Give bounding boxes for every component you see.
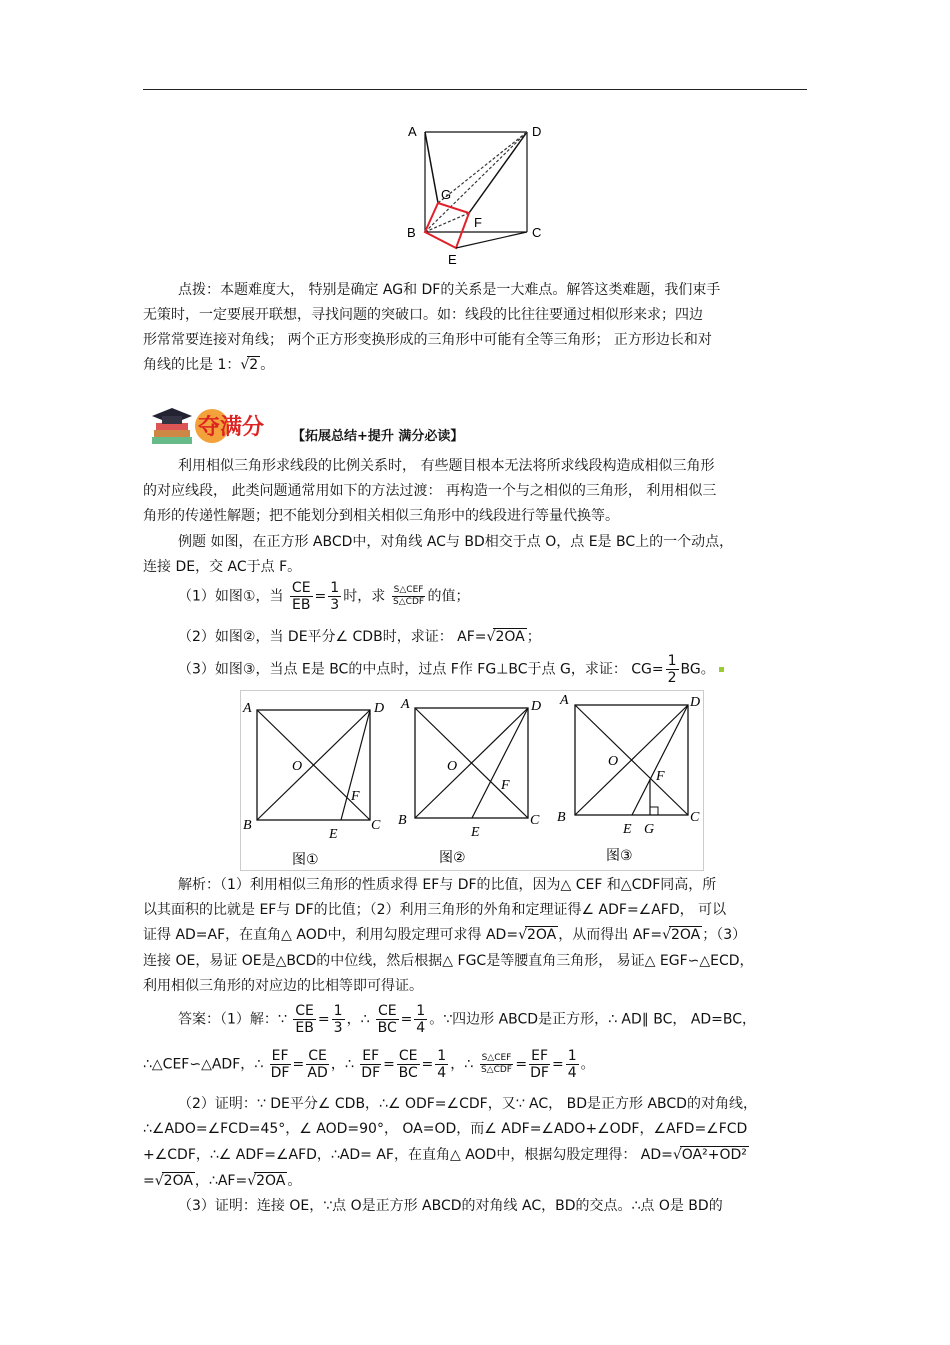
- answer-1-line-2: ∴△CEF∽△ADF，∴ $\frac{EF}{DF}$ = $\frac{CE}{AD}$ ，∴ $\frac{EF}{DF}$ = $\frac{CE}{BC}$ = $\frac{1}{4}$ ，∴ S△CEF S△CDF = $\frac{EF}{DF}$ = $\frac{1}{4}$ 。: [143, 1048, 595, 1081]
- hint-line-4: 角线的比是 1：√2 。: [143, 357, 275, 373]
- fig2-label-A: A: [401, 697, 410, 712]
- label-C: C: [532, 225, 542, 240]
- fig1-caption: 图①: [292, 852, 319, 868]
- answer-2-line-1: （2）证明：∵ DE平分∠ CDB，∴∠ ODF=∠CDF，又∵ AC， BD是正方形 ABCD的对角线，: [178, 1096, 757, 1112]
- analysis-line-3: 证得 AD=AF，在直角△ AOD中，利用勾股定理可求得 AD=√2OA ，从而得出 AF=√2OA ；（3）: [143, 927, 747, 943]
- badge-subtitle: 【拓展总结+提升 满分必读】: [292, 429, 464, 444]
- header-rule: [143, 89, 807, 90]
- three-figures: [240, 690, 710, 875]
- answer-2-line-4: =√2OA ，∴AF=√2OA 。: [143, 1173, 302, 1189]
- example-line-1: 例题 如图，在正方形 ABCD中，对角线 AC与 BD相交于点 O，点 E是 BC上的一个动点，: [178, 534, 734, 550]
- fig2-label-F: F: [501, 778, 510, 793]
- question-3: （3）如图③，当点 E是 BC的中点时，过点 F作 FG⊥BC于点 G，求证： CG= $\frac{1}{2}$ BG。: [178, 653, 724, 686]
- label-E: E: [448, 252, 457, 267]
- label-F: F: [474, 215, 482, 230]
- fig3-label-D: D: [690, 695, 701, 710]
- figure-3: [557, 693, 700, 864]
- analysis-line-4: 连接 OE，易证 OE是△BCD的中位线，然后根据△ FGC是等腰直角三角形， 易证△ EGF∽△ECD，: [143, 953, 754, 969]
- question-1: （1）如图①，当 $\frac{CE}{EB}$ = $\frac{1}{3}$ 时，求 S△CEF S△CDF 的值；: [178, 580, 470, 613]
- fig3-label-F: F: [656, 769, 665, 784]
- fig2-label-C: C: [530, 813, 540, 828]
- fig3-label-O: O: [608, 754, 619, 769]
- answer-2-line-2: ∴∠ADO=∠FCD=45°，∠ AOD=90°， OA=OD，而∠ ADF=∠ADO+∠ODF，∠AFD=∠FCD: [143, 1121, 748, 1137]
- badge-main-text: 夺满分: [198, 415, 265, 440]
- hint-line-1: 点拨：本题难度大， 特别是确定 AG和 DF的关系是一大难点。解答这类难题，我们束手: [178, 282, 721, 298]
- fig1-label-E: E: [329, 827, 338, 842]
- label-G: G: [441, 187, 452, 202]
- fig3-label-G: G: [644, 822, 655, 837]
- section-p2: 的对应线段， 此类问题通常用如下的方法过渡： 再构造一个与之相似的三角形， 利用相似三: [143, 483, 717, 499]
- figure-1: [242, 701, 384, 868]
- analysis-line-1: 解析：（1）利用相似三角形的性质求得 EF与 DF的比值，因为△ CEF 和△CDF同高，所: [178, 877, 717, 893]
- fig2-label-O: O: [447, 759, 458, 774]
- label-D: D: [532, 124, 542, 139]
- label-B: B: [407, 225, 416, 240]
- hint-line-2: 无策时，一定要展开联想，寻找问题的突破口。如：线段的比往往要通过相似形来求；四边: [143, 307, 703, 323]
- top-geometry-figure: [400, 120, 550, 270]
- fig1-label-F: F: [351, 789, 360, 804]
- fig2-label-D: D: [531, 699, 542, 714]
- question-2: （2）如图②，当 DE平分∠ CDB时，求证： AF=√2OA ；: [178, 629, 541, 645]
- figure-2: [398, 697, 541, 866]
- fig1-label-B: B: [243, 818, 252, 833]
- answer-1-line-1: 答案：（1）解：∵ $\frac{CE}{EB}$ = $\frac{1}{3}$ ，∴ $\frac{CE}{BC}$ = $\frac{1}{4}$ 。∵四边形 ABCD是正方形，∴ AD∥ BC， AD=BC，: [178, 1003, 757, 1036]
- fig3-label-E: E: [623, 822, 632, 837]
- hint-line-3: 形常常要连接对角线； 两个正方形变换形成的三角形中可能有全等三角形； 正方形边长和对: [143, 332, 712, 348]
- fig1-label-C: C: [371, 818, 381, 833]
- answer-2-line-3: +∠CDF，∴∠ ADF=∠AFD，∴AD= AF，在直角△ AOD中，根据勾股定理得： AD=√OA²+OD²: [143, 1147, 747, 1163]
- fig3-label-C: C: [690, 810, 700, 825]
- fig3-label-B: B: [557, 810, 566, 825]
- marker-dot: [719, 667, 724, 672]
- fig1-label-D: D: [374, 701, 385, 716]
- fig2-label-E: E: [471, 825, 480, 840]
- label-A: A: [408, 124, 417, 139]
- answer-3-line-1: （3）证明：连接 OE，∵点 O是正方形 ABCD的对角线 AC，BD的交点。∴点 O是 BD的: [178, 1198, 723, 1214]
- fig2-label-B: B: [398, 813, 407, 828]
- fig1-label-A: A: [243, 701, 252, 716]
- analysis-line-5: 利用相似三角形的对应边的比相等即可得证。: [143, 978, 423, 994]
- fig3-caption: 图③: [606, 848, 633, 864]
- example-line-2: 连接 DE，交 AC于点 F。: [143, 559, 302, 575]
- graduation-cap-icon: [152, 408, 192, 444]
- fig3-label-A: A: [560, 693, 569, 708]
- section-p3: 角形的传递性解题；把不能划分到相关相似三角形中的线段进行等量代换等。: [143, 508, 619, 524]
- fig2-caption: 图②: [439, 850, 466, 866]
- fig1-label-O: O: [292, 759, 303, 774]
- section-p1: 利用相似三角形求线段的比例关系时， 有些题目根本无法将所求线段构造成相似三角形: [178, 458, 715, 474]
- analysis-line-2: 以其面积的比就是 EF与 DF的比值；（2）利用三角形的外角和定理证得∠ ADF=∠AFD， 可以: [143, 902, 727, 918]
